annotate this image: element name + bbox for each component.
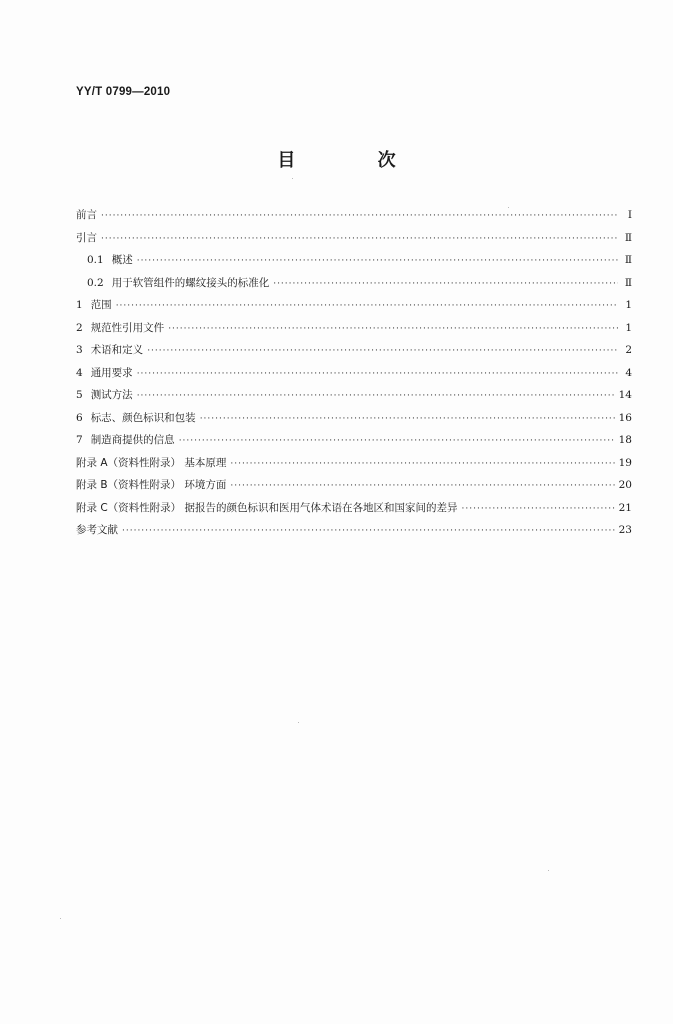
toc-entry-label xyxy=(76,317,164,340)
dot-leader xyxy=(101,205,618,228)
toc-entry-label xyxy=(76,407,196,430)
dot-leader xyxy=(273,273,618,296)
toc-entry-page-number: 1 xyxy=(625,299,632,311)
toc-entry-page-number: 16 xyxy=(618,411,632,424)
toc-entry-page-number: 2 xyxy=(625,344,632,356)
toc-entry-page-number: 4 xyxy=(625,366,632,379)
toc-entry-label xyxy=(76,474,226,497)
toc-entry-title: 术语和定义 xyxy=(90,344,144,356)
toc-entry[interactable] xyxy=(76,249,632,272)
toc-entry-title: 规范性引用文件 xyxy=(90,321,165,334)
toc-entry-number: 6 xyxy=(76,411,83,424)
toc-entry-number: 5 xyxy=(76,389,83,401)
toc-entry[interactable] xyxy=(76,452,632,475)
toc-entry-title: 附录 C（资料性附录） 据报告的颜色标识和医用气体术语在各地区和国家间的差异 xyxy=(76,501,458,514)
toc-entry-page-number: 14 xyxy=(618,389,632,401)
toc-entry[interactable] xyxy=(76,429,632,452)
toc-entry-title: 通用要求 xyxy=(90,366,133,379)
toc-entry-number: 1 xyxy=(76,299,83,311)
toc-entry-label xyxy=(87,272,269,295)
toc-entry-title: 制造商提供的信息 xyxy=(90,434,175,446)
toc-entry-label xyxy=(76,294,112,317)
toc-entry-number: 2 xyxy=(76,321,83,334)
toc-entry-label xyxy=(76,339,143,362)
dot-leader xyxy=(168,318,618,341)
toc-entry[interactable] xyxy=(76,227,632,250)
toc-entry-label xyxy=(76,204,97,227)
toc-entry[interactable] xyxy=(76,272,632,295)
toc-entry-title: 范围 xyxy=(90,299,112,311)
scan-speck xyxy=(508,207,509,208)
toc-entry-label xyxy=(76,384,133,407)
scan-speck xyxy=(298,722,299,723)
toc-entry-label xyxy=(87,249,133,272)
dot-leader xyxy=(101,228,618,251)
toc-entry-number: 0.2 xyxy=(87,276,104,289)
toc-entry-page-number: 20 xyxy=(618,479,632,491)
toc-entry-number: 3 xyxy=(76,344,83,356)
toc-entry-label xyxy=(76,362,133,385)
toc-entry-number: 7 xyxy=(76,434,83,446)
toc-entry[interactable] xyxy=(76,474,632,497)
toc-entry-page-number: 19 xyxy=(618,456,632,469)
toc-entry-label xyxy=(76,519,118,542)
dot-leader xyxy=(462,498,615,521)
scan-speck xyxy=(548,870,549,871)
toc-entry-number: 4 xyxy=(76,366,83,379)
toc-entry-title: 标志、颜色标识和包装 xyxy=(90,411,196,424)
dot-leader xyxy=(230,453,614,476)
toc-entry[interactable] xyxy=(76,362,632,385)
toc-entry-title: 附录 B（资料性附录） 环境方面 xyxy=(76,479,227,491)
toc-entry-number: 0.1 xyxy=(87,254,104,266)
toc-entry-title: 参考文献 xyxy=(76,524,118,536)
toc-title: 目 次 xyxy=(277,150,434,171)
toc-entry-title: 测试方法 xyxy=(90,389,133,401)
toc-entry-page-number: 18 xyxy=(618,434,632,446)
toc-entry[interactable] xyxy=(76,519,632,542)
toc-entry-title: 引言 xyxy=(76,231,97,244)
toc-entry-page-number: Ⅱ xyxy=(624,276,632,289)
toc-entry-page-number: Ⅰ xyxy=(627,209,632,221)
dot-leader xyxy=(137,363,618,386)
scan-speck xyxy=(60,918,61,919)
dot-leader xyxy=(137,250,618,273)
dot-leader xyxy=(230,475,614,498)
standard-code: YY/T 0799—2010 xyxy=(76,86,171,98)
dot-leader xyxy=(116,295,618,318)
toc-entry-label xyxy=(76,497,458,520)
toc-entry[interactable] xyxy=(76,294,632,317)
toc-entry[interactable] xyxy=(76,339,632,362)
toc-entry-title: 用于软管组件的螺纹接头的标准化 xyxy=(111,276,270,289)
toc-entry[interactable] xyxy=(76,407,632,430)
toc-entry-title: 前言 xyxy=(76,209,97,221)
toc-entry-label xyxy=(76,452,226,475)
dot-leader xyxy=(200,408,615,431)
toc-entry-page-number: 23 xyxy=(618,524,632,536)
table-of-contents xyxy=(76,204,632,542)
toc-entry[interactable] xyxy=(76,497,632,520)
toc-entry-title: 附录 A（资料性附录） 基本原理 xyxy=(76,456,227,469)
dot-leader xyxy=(179,430,615,453)
dot-leader xyxy=(122,520,615,543)
toc-entry-page-number: 1 xyxy=(625,321,632,334)
toc-entry-label xyxy=(76,227,97,250)
dot-leader xyxy=(137,385,615,408)
toc-entry-label xyxy=(76,429,175,452)
toc-entry[interactable] xyxy=(76,317,632,340)
toc-entry-page-number: Ⅱ xyxy=(624,254,632,266)
scan-speck xyxy=(292,178,293,179)
toc-entry-title: 概述 xyxy=(111,254,133,266)
dot-leader xyxy=(147,340,618,363)
toc-entry[interactable] xyxy=(76,204,632,227)
toc-entry[interactable] xyxy=(76,384,632,407)
toc-entry-page-number: 21 xyxy=(618,501,632,514)
toc-entry-page-number: Ⅱ xyxy=(624,231,632,244)
